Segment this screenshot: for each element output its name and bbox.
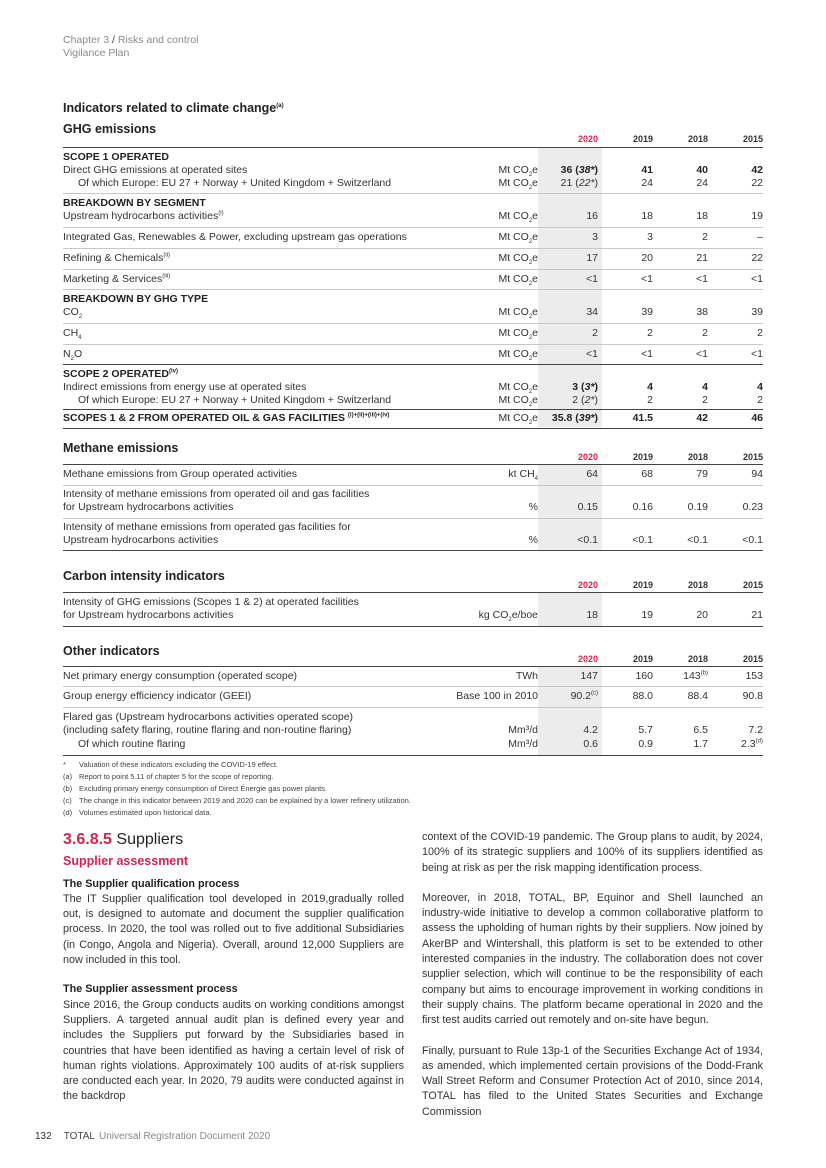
table-row: (including safety flaring, routine flaring and non-routine flaring) Mm³/d 4.2 5.7 6.5 7.2 [63,724,763,736]
table-row: Integrated Gas, Renewables & Power, excluding upstream gas operations Mt $CO_2e$ 3 3 2 – [63,231,763,246]
table-row: for Upstream hydrocarbons activities % 0.15 0.16 0.19 0.23 [63,501,763,513]
table-row: Upstream hydrocarbons activities % <0.1 <0.1 <0.1 <0.1 [63,534,763,546]
running-header: Chapter 3 / Risks and control [63,34,199,46]
other-table: Other indicators 2020 2019 2018 2015 Net primary energy consumption (operated scope) TWh 147 160 143$^{(b)}$ 153 Group energy efficiency indicator (GEEI) Base 100 in 2010 90.2$^{(c)}$ 88.0 88.4 90.8 Flared gas (Upstream hydrocarbons activities operated scope) (including safety flaring, routine flaring and non-routine flaring) Mm³/d 4.2 5.7 6.5 7.2 Of which routine flaring Mm³/d 0.6 0.9 1.7 2.3$^{(d)}$ [63,644,763,756]
qualification-paragraph: The IT Supplier qualification tool developed in 2019,gradually rolled out, is designed to automate and document the supplier qualification process. In 2020, the tool was rolled out to five additional Subsidiaries (in Congo, Angola and Nigeria). Overall, around 12,000 Suppliers are now included in this tool. [63,892,404,967]
footer-doc-title: Universal Registration Document 2020 [99,1131,271,1142]
qualification-heading: The Supplier qualification process [63,877,240,890]
assessment-paragraph: Since 2016, the Group conducts audits on working conditions amongst Suppliers. A targeted annual audit plan is defined every year and includes the Suppliers put forward by the Subsidiaries based in countries that have been identified as having a certain level of risk of human rights violations. Approximately 100 audits of at-risk suppliers are conducted each year. In 2020, 79 audits were conducted against in the backdrop [63,998,404,1103]
scope1-heading: SCOPE 1 OPERATED [63,151,169,163]
table-row: $CO_2$ Mt $CO_2e$ 34 39 38 39 [63,306,763,321]
suppliers-left-column [63,832,404,1105]
page-footer [35,1131,270,1142]
table-row: Intensity of methane emissions from operated gas facilities for [63,521,351,533]
year-2015: 2015 [742,134,763,144]
assessment-heading: The Supplier assessment process [63,983,238,996]
ghg-table [63,122,763,432]
methane-title: Methane emissions [63,441,179,455]
ghg-title: GHG emissions [63,122,157,136]
suppliers-right-column [422,830,763,1120]
table-row: Marketing & Services$^{(iii)}$ Mt $CO_2e$ <1 <1 <1 <1 [63,273,763,288]
table-row: Of which Europe: EU 27 + Norway + United Kingdom + Switzerland Mt $CO_2e$ 21 (22*) 24 24 22 [78,177,763,192]
table-row: $CH_4$ Mt $CO_2e$ 2 2 2 2 [63,327,763,342]
table-row: Of which Europe: EU 27 + Norway + United Kingdom + Switzerland Mt $CO_2e$ 2 (2*) 2 2 2 [78,394,763,409]
carbon-table: Carbon intensity indicators 2020 2019 2018 2015 Intensity of GHG emissions (Scopes 1 & 2) at operated facilities for Upstream hydrocarbons activities kg $CO_2e$/boe 18 19 20 21 [63,569,763,629]
table-row: SCOPES 1 & 2 FROM OPERATED OIL & GAS FACILITIES $^{(i)+(ii)+(iii)+(iv)}$ Mt $CO_2e$ 35.8 (39*) 41.5 42 46 [63,412,763,427]
footer-brand: TOTAL [63,1131,95,1142]
segment-heading: BREAKDOWN BY SEGMENT [63,197,206,209]
chapter-title: Risks and control [117,34,199,46]
right-paragraph-3: Finally, pursuant to Rule 13p-1 of the Securities Exchange Act of 1934, as amended, which implemented certain provisions of the Dodd-Frank Wall Street Reform and Consumer Protection Act of 2010, since 2014, TOTAL has filed to the United States Securities and Exchange Commission [422,1044,763,1118]
right-paragraph-2: Moreover, in 2018, TOTAL, BP, Equinor and Shell launched an industry-wide initiative to develop a common collaborative platform to assess the upholding of human rights by their suppliers. Now joined by AkerBP and Wintershall, this platform is set to be extended to other interested companies in the industry. The collaboration does not cover supplier selection, which will continue to be the responsibility of each company but aims to encourage improvement in working conditions in their supply chains. The platform became operational in 2020 and the first test audits carried out remotely and on-site have begun. [422,891,763,1027]
table-row: Intensity of methane emissions from operated oil and gas facilities [63,488,370,500]
table-row: Indirect emissions from energy use at operated sites Mt $CO_2e$ 3 (3*) 4 4 4 [63,381,763,396]
scope2-heading: SCOPE 2 OPERATED$^{(iv)}$ [63,368,178,380]
table-row: Upstream hydrocarbons activities$^{(i)}$ Mt $CO_2e$ 16 18 18 19 [63,210,763,225]
table-row: Flared gas (Upstream hydrocarbons activities operated scope) [63,711,354,723]
year-2020: 2020 [577,134,598,144]
table-row: Of which routine flaring Mm³/d 0.6 0.9 1.7 2.3$^{(d)}$ [78,738,763,750]
table-row: Net primary energy consumption (operated scope) TWh 147 160 143$^{(b)}$ 153 [63,670,763,682]
supplier-assessment-heading: Supplier assessment [63,854,189,869]
carbon-title: Carbon intensity indicators [63,569,225,583]
methane-table: Methane emissions 2020 2019 2018 2015 Methane emissions from Group operated activities kt $CH_4$ 64 68 79 94 Intensity of methane emissions from operated oil and gas facilities for Upstream hydrocarbons activities % 0.15 0.16 0.19 0.23 Intensity of methane emissions from operated gas facilities for Upstream hydrocarbons activities % <0.1 <0.1 <0.1 <0.1 [63,441,763,551]
table-row: Group energy efficiency indicator (GEEI) Base 100 in 2010 90.2$^{(c)}$ 88.0 88.4 90.8 [63,690,763,702]
right-paragraph-1: context of the COVID-19 pandemic. The Group plans to audit, by 2024, 100% of its strategic suppliers and 100% of its suppliers identified as being at risk as per the risk mapping identification process. [422,831,763,874]
table-row: Direct GHG emissions at operated sites Mt $CO_2e$ 36 (38*) 41 40 42 [63,164,763,179]
climate-title: Indicators related to climate change$^{(a)}$ [63,101,284,115]
year-2018: 2018 [687,134,708,144]
page-number: 132 [35,1131,52,1142]
chapter-number: Chapter 3 [63,34,110,46]
section-heading: 3.6.8.5 Suppliers [63,831,184,848]
other-title: Other indicators [63,644,160,658]
year-2019: 2019 [632,134,653,144]
table-row: Methane emissions from Group operated activities kt $CH_4$ 64 68 79 94 [63,468,763,483]
table-row: Refining & Chemicals$^{(ii)}$ Mt $CO_2e$ 17 20 21 22 [63,252,763,267]
table-row: Intensity of GHG emissions (Scopes 1 & 2) at operated facilities [63,596,359,608]
table-row: $N_2O$ Mt $CO_2e$ <1 <1 <1 <1 [63,348,763,363]
type-heading: BREAKDOWN BY GHG TYPE [63,293,209,305]
running-subtitle: Vigilance Plan [63,47,130,59]
table-row: for Upstream hydrocarbons activities kg $CO_2e$/boe 18 19 20 21 [63,609,763,624]
